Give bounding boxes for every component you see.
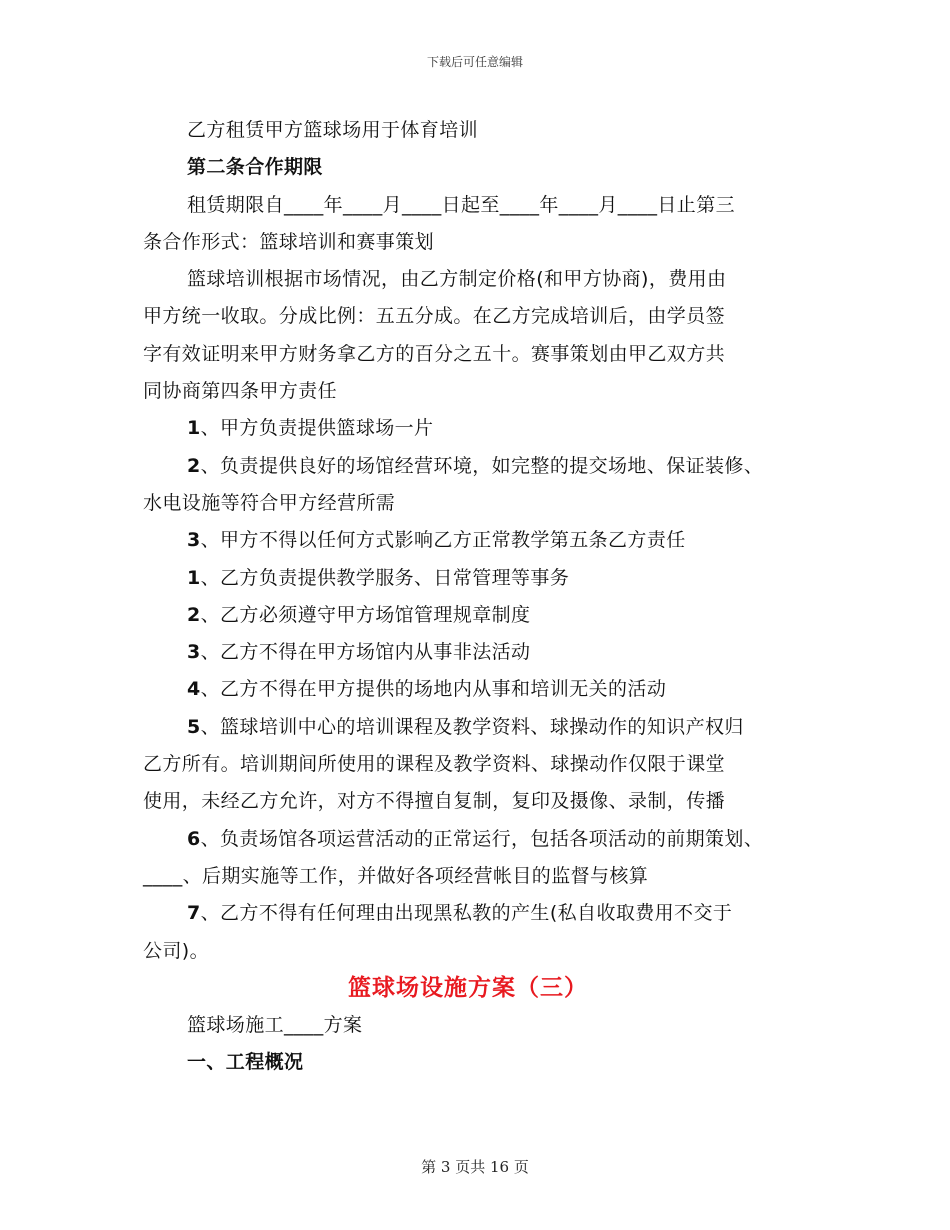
item-text: 、负责场馆各项运营活动的正常运行，包括各项活动的前期策划、 [200, 827, 764, 850]
page-header: 下载后可任意编辑 [426, 55, 523, 69]
list-item [143, 560, 833, 597]
list-item [143, 410, 833, 447]
list-item-continuation: 使用，未经乙方允许，对方不得擅自复制，复印及摄像、录制，传播 [143, 790, 726, 813]
item-text: 、乙方不得在甲方场馆内从事非法活动 [200, 641, 531, 664]
item-text: 、乙方必须遵守甲方场馆管理规章制度 [200, 603, 531, 626]
section-heading: 一、工程概况 [187, 1051, 304, 1074]
paragraph: 租赁期限自____年____月____日起至____年____月____日止第三 [187, 193, 736, 216]
paragraph: 条合作形式：篮球培训和赛事策划 [143, 230, 435, 253]
list-item [143, 448, 833, 485]
paragraph: 同协商第四条甲方责任 [143, 380, 338, 403]
item-text: 、乙方负责提供教学服务、日常管理等事务 [200, 566, 570, 589]
item-number: 2 [187, 603, 201, 626]
list-item-continuation: 公司)。 [143, 939, 210, 962]
item-number: 3 [187, 641, 201, 664]
list-item-continuation: 水电设施等符合甲方经营所需 [143, 491, 396, 514]
item-text: 、乙方不得在甲方提供的场地内从事和培训无关的活动 [200, 678, 667, 701]
list-item [143, 522, 833, 559]
list-item [143, 671, 833, 708]
list-item [143, 634, 833, 671]
item-text: 、甲方不得以任何方式影响乙方正常教学第五条乙方责任 [200, 529, 686, 552]
item-text: 、乙方不得有任何理由出现黑私教的产生(私自收取费用不交于 [200, 902, 733, 925]
paragraph: 乙方租赁甲方篮球场用于体育培训 [187, 119, 479, 141]
item-number: 3 [187, 529, 201, 552]
paragraph: 篮球培训根据市场情况，由乙方制定价格(和甲方协商)，费用由 [187, 268, 727, 291]
article-heading: 第二条合作期限 [187, 156, 323, 179]
document-body [143, 112, 833, 1082]
item-text: 、篮球培训中心的培训课程及教学资料、球操动作的知识产权归 [200, 715, 744, 738]
item-text: 、甲方负责提供篮球场一片 [200, 417, 434, 440]
item-number: 5 [187, 715, 201, 738]
item-text: 、负责提供良好的场馆经营环境，如完整的提交场地、保证装修、 [200, 454, 764, 477]
item-number: 4 [187, 678, 201, 701]
item-number: 2 [187, 454, 201, 477]
paragraph: 篮球场施工____方案 [187, 1014, 363, 1037]
item-number: 1 [187, 566, 201, 589]
list-item-continuation: ____、后期实施等工作，并做好各项经营帐目的监督与核算 [143, 864, 649, 887]
list-item [143, 709, 833, 746]
list-item [143, 597, 833, 634]
paragraph: 字有效证明来甲方财务拿乙方的百分之五十。赛事策划由甲乙双方共 [143, 342, 726, 365]
list-item [143, 821, 833, 858]
page-footer: 第 3 页共 16 页 [421, 1158, 529, 1176]
item-number: 7 [187, 902, 201, 925]
list-item-continuation: 乙方所有。培训期间所使用的课程及教学资料、球操动作仅限于课堂 [143, 753, 726, 776]
item-number: 6 [187, 827, 201, 850]
paragraph: 甲方统一收取。分成比例：五五分成。在乙方完成培训后，由学员签 [143, 305, 726, 328]
section-title: 篮球场设施方案（三） [348, 974, 588, 1001]
item-number: 1 [187, 417, 201, 440]
list-item [143, 895, 833, 932]
